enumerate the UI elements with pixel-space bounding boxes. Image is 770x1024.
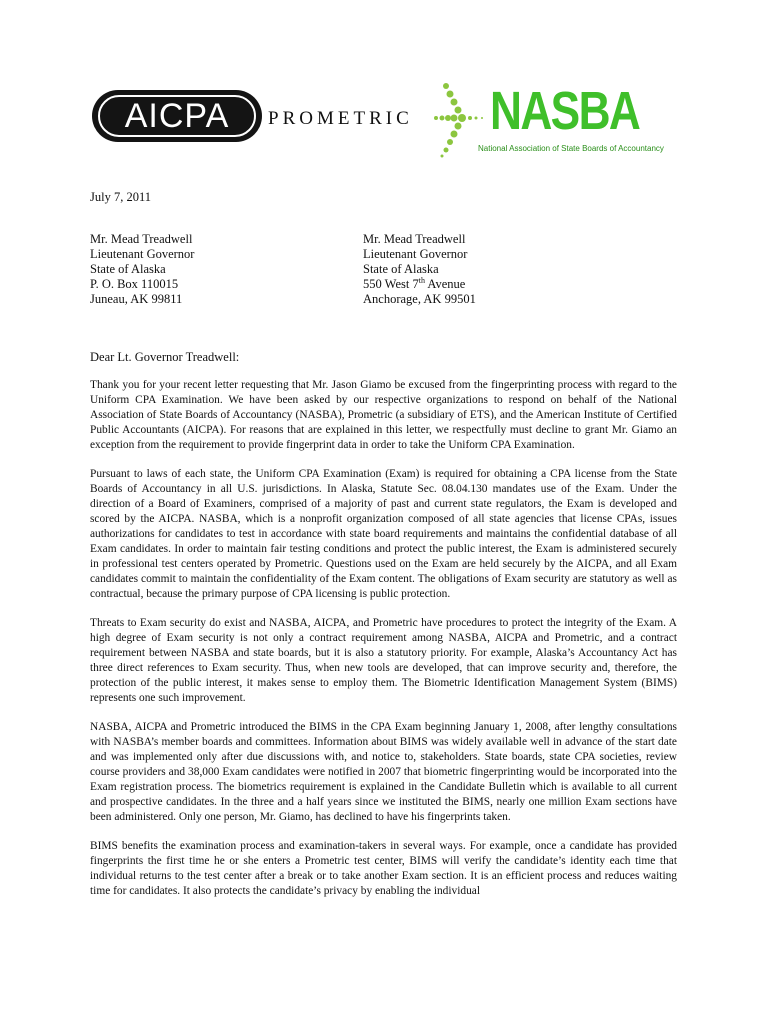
letter-date: July 7, 2011 <box>90 190 151 204</box>
address-line <box>363 277 476 292</box>
aicpa-logo-text: AICPA <box>124 97 230 135</box>
recipient-address-juneau <box>90 232 194 307</box>
body-paragraph: NASBA, AICPA and Prometric introduced the BIMS in the CPA Exam beginning January 1, 2008, after lengthy consultations with NASBA’s member boards and committees. Information about BIMS was widely available well in advance of the start date and was implemented only after due discussions with, and notice to, stakeholders. State boards, state CPA societies, review course providers and 38,000 Exam candidates were notified in 2007 that biometric fingerprinting would be incorporated into the Exam registration process. The biometrics requirement is explained in the Candidate Bulletin which is available to all current and prospective candidates. In the three and a half years since we instituted the BIMS, nearly one million Exam sections have been administered. Only one person, Mr. Giamo, has declined to have his fingerprints taken. <box>90 721 677 823</box>
address-line: Lieutenant Governor <box>363 247 468 261</box>
nasba-logo-text: NASBA <box>490 81 640 141</box>
address-line: State of Alaska <box>363 262 439 276</box>
address-line: Anchorage, AK 99501 <box>363 292 476 306</box>
prometric-logo-text: PROMETRIC <box>268 108 413 129</box>
letterhead-logos <box>0 78 770 168</box>
letter-body <box>90 378 677 913</box>
body-paragraph: Thank you for your recent letter requesting that Mr. Jason Giamo be excused from the fingerprinting process with regard to the Uniform CPA Examination. We have been asked by our respective organizations to respond on behalf of the National Association of State Boards of Accountancy (NASBA), Prometric (a subsidiary of ETS), and the American Institute of Certified Public Accountants (AICPA). For reasons that are explained in this letter, we respectfully must decline to grant Mr. Giamo an exception from the requirement to provide fingerprint data in order to take the Uniform CPA Examination. <box>90 379 677 451</box>
street-name: Avenue <box>424 277 466 291</box>
body-paragraph: Threats to Exam security do exist and NASBA, AICPA, and Prometric have procedures to protect the integrity of the Exam. A high degree of Exam security is not only a contract requirement among NASBA, AICPA and Prometric, and a contract requirement between NASBA and state boards, but it is also a statutory priority. For example, Alaska’s Accountancy Act has three direct references to Exam security. Thus, when new tools are developed, that can improve security and, therefore, the protection of the public interest, it makes sense to employ them. The Biometric Identification Management System (BIMS) represents one such improvement. <box>90 617 677 704</box>
body-paragraph: BIMS benefits the examination process and examination-takers in several ways. For example, once a candidate has provided fingerprints the first time he or she enters a Prometric test center, BIMS will verify the candidate’s identity each time that individual returns to the test center after a break or to take another Exam section. It is an efficient process and reduces waiting time for candidates. It also protects the candidate’s privacy by enabling the individual <box>90 840 677 897</box>
salutation: Dear Lt. Governor Treadwell: <box>90 350 240 364</box>
address-line: P. O. Box 110015 <box>90 277 179 291</box>
address-line: Mr. Mead Treadwell <box>90 232 193 246</box>
aicpa-logo <box>92 90 262 142</box>
address-line: State of Alaska <box>90 262 166 276</box>
body-paragraph: Pursuant to laws of each state, the Uniform CPA Examination (Exam) is required for obtaining a CPA license from the State Boards of Accountancy in all U.S. jurisdictions. In Alaska, Statute Sec. 08.04.130 mandates use of the Exam. Under the direction of a Board of Examiners, comprised of a majority of past and current state regulators, the Exam is developed and scored by the AICPA. NASBA, which is a nonprofit organization composed of all state agencies that license CPAs, issues authorizations for candidates to test in accordance with state board requirements and maintains the confidential database of all Exam candidates. In order to maintain fair testing conditions and protect the public interest, the Exam is administered securely in professional test centers operated by Prometric. Questions used on the Exam are held securely by the AICPA, and all Exam candidates commit to maintain the confidentiality of the Exam content. The obligations of Exam security are statutory as well as contractual, because the primary purpose of CPA licensing is public protection. <box>90 468 677 600</box>
address-line: Lieutenant Governor <box>90 247 195 261</box>
address-line: Mr. Mead Treadwell <box>363 232 466 246</box>
address-line: Juneau, AK 99811 <box>90 292 183 306</box>
recipient-address-anchorage <box>363 232 476 307</box>
street-number: 550 West 7 <box>363 277 419 291</box>
nasba-logo-subtitle: National Association of State Boards of Accountancy <box>478 144 664 153</box>
ordinal-suffix: th <box>418 275 425 285</box>
